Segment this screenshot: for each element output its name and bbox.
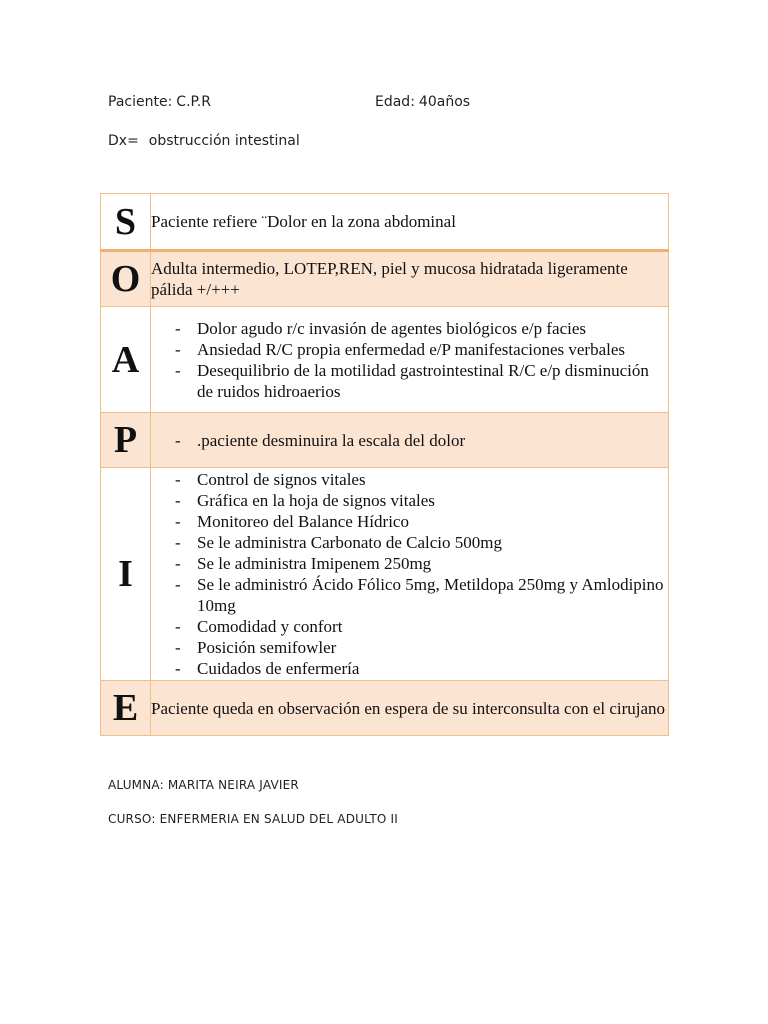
list-item: - Se le administra Carbonato de Calcio 500mg (151, 532, 668, 553)
soap-letter-p: P (101, 413, 151, 468)
age-label: Edad: (375, 94, 415, 110)
soap-table (100, 193, 669, 736)
list-item: - Ansiedad R/C propia enfermedad e/P manifestaciones verbales (151, 339, 668, 360)
plan-cell (151, 413, 669, 468)
list-item: - .paciente desminuira la escala del dolor (151, 430, 668, 451)
soap-letter-i: I (101, 468, 151, 681)
student-name: ALUMNA: MARITA NEIRA JAVIER (108, 778, 299, 792)
age-value: 40años (418, 94, 471, 110)
assessment-list (151, 318, 668, 402)
intervention-list (151, 469, 668, 679)
soap-row-plan (101, 413, 669, 468)
objective-text: Adulta intermedio, LOTEP,REN, piel y mucosa hidratada ligeramente pálida +/+++ (151, 251, 669, 307)
list-item: - Control de signos vitales (151, 469, 668, 490)
patient-line (108, 94, 211, 110)
soap-row-intervention (101, 468, 669, 681)
list-item: - Posición semifowler (151, 637, 668, 658)
course-name: CURSO: ENFERMERIA EN SALUD DEL ADULTO II (108, 812, 399, 826)
soap-letter-a: A (101, 307, 151, 413)
soap-letter-o: O (101, 251, 151, 307)
subjective-text: Paciente refiere ¨Dolor en la zona abdominal (151, 194, 669, 251)
list-item: - Cuidados de enfermería (151, 658, 668, 679)
list-item: - Monitoreo del Balance Hídrico (151, 511, 668, 532)
soap-row-evaluation (101, 681, 669, 736)
list-item: - Se le administró Ácido Fólico 5mg, Metildopa 250mg y Amlodipino 10mg (151, 574, 668, 616)
age-line (375, 94, 470, 110)
evaluation-text: Paciente queda en observación en espera de su interconsulta con el cirujano (151, 681, 669, 736)
list-item: - Gráfica en la hoja de signos vitales (151, 490, 668, 511)
list-item: - Dolor agudo r/c invasión de agentes biológicos e/p facies (151, 318, 668, 339)
list-item: - Desequilibrio de la motilidad gastrointestinal R/C e/p disminución de ruidos hidroaerios (151, 360, 668, 402)
soap-letter-e: E (101, 681, 151, 736)
patient-label: Paciente: (108, 94, 173, 110)
intervention-cell (151, 468, 669, 681)
soap-row-assessment (101, 307, 669, 413)
plan-list (151, 430, 668, 451)
list-item: - Comodidad y confort (151, 616, 668, 637)
soap-row-objective (101, 251, 669, 307)
patient-value: C.P.R (176, 94, 211, 110)
diagnosis-value: obstrucción intestinal (148, 133, 300, 149)
assessment-cell (151, 307, 669, 413)
diagnosis-label: Dx= (108, 133, 139, 149)
soap-row-subjective (101, 194, 669, 251)
diagnosis-line (108, 133, 300, 149)
soap-letter-s: S (101, 194, 151, 251)
list-item: - Se le administra Imipenem 250mg (151, 553, 668, 574)
